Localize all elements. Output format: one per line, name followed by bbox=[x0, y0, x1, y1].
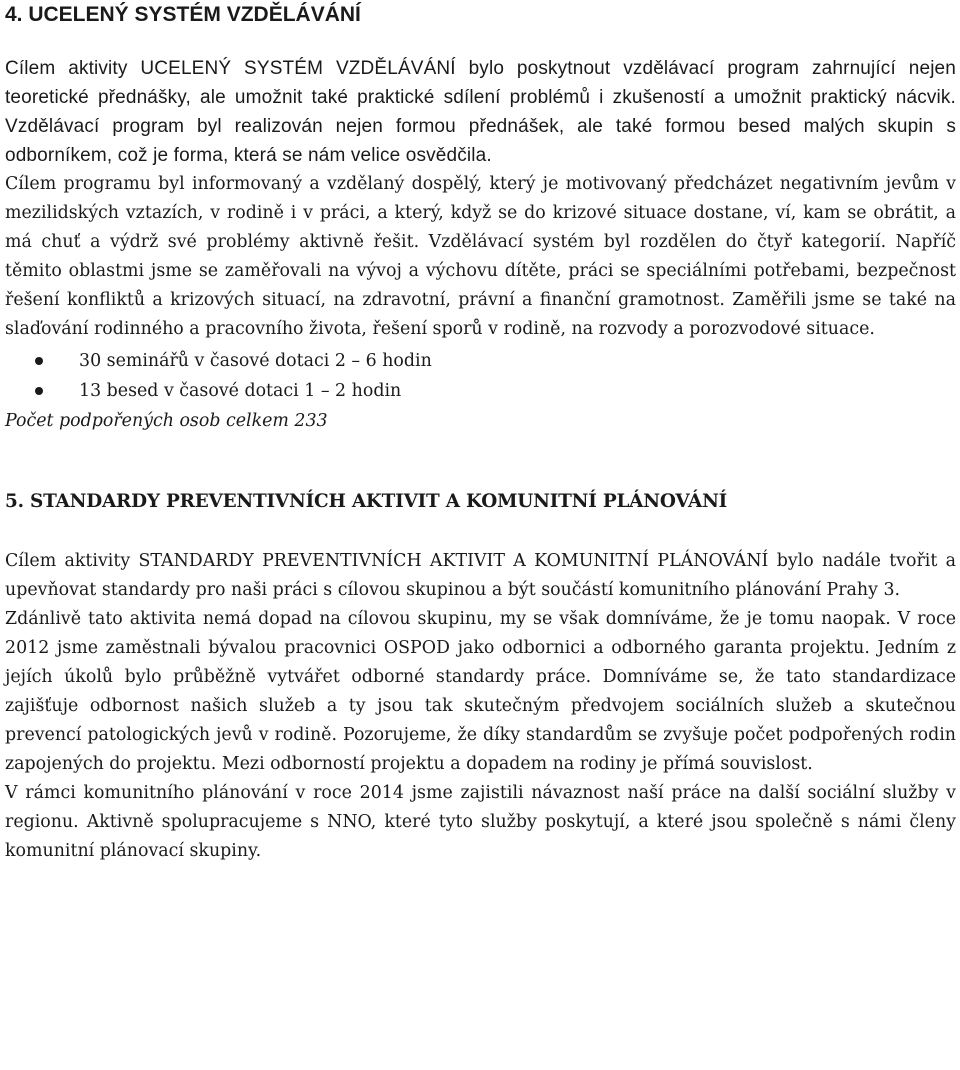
section-4-body-paragraph: Cílem programu byl informovaný a vzdělaný dospělý, který je motivovaný předcházet negativním jevům v mezilidských vztazích, v rodině i v práci, a který, když se do krizové situace dostane, ví, kam se obrátit, a má chuť a výdrž své problémy aktivně řešit. Vzdělávací systém byl rozdělen do čtyř kategorií. Napříč těmito oblastmi jsme se zaměřovali na vývoj a výchovu dítěte, práci se speciálními potřebami, bezpečnost řešení konfliktů a krizových situací, na zdravotní, právní a finanční gramotnost. Zaměřili jsme se také na slaďování rodinného a pracovního života, řešení sporů v rodině, na rozvody a porozvodové situace. bbox=[5, 174, 956, 339]
section-4-intro-paragraph: Cílem aktivity UCELENÝ SYSTÉM VZDĚLÁVÁNÍ bylo poskytnout vzdělávací program zahrnující nejen teoretické přednášky, ale umožnit také praktické sdílení problémů i zkušeností a umožnit praktický nácvik. Vzdělávací program byl realizován nejen formou přednášek, ale také formou besed malých skupin s odborníkem, což je forma, která se nám velice osvědčila. bbox=[5, 58, 956, 166]
section-5-paragraph: V rámci komunitního plánování v roce 2014 jsme zajistili návaznost naší práce na další sociální služby v regionu. Aktivně spolupracujeme s NNO, které tyto služby poskytují, a které jsou společně s námi členy komunitní plánovací skupiny. bbox=[5, 783, 956, 861]
section-5-paragraph: Zdánlivě tato aktivita nemá dopad na cílovou skupinu, my se však domníváme, že je tomu naopak. V roce 2012 jsme zaměstnali bývalou pracovnici OSPOD jako odbornici a odborného garanta projektu. Jedním z jejích úkolů bylo průběžně vytvářet odborné standardy práce. Domníváme se, že tato standardizace zajišťuje odbornost našich služeb a ty jsou tak skutečným předvojem sociálních služeb a skutečnou prevencí patologických jevů v rodině. Pozorujeme, že díky standardům se zvyšuje počet podpořených rodin zapojených do projektu. Mezi odborností projektu a dopadem na rodiny je přímá souvislost. bbox=[5, 609, 956, 774]
section-4-heading: 4. UCELENÝ SYSTÉM VZDĚLÁVÁNÍ bbox=[5, 3, 361, 26]
list-item-text: 13 besed v časové dotaci 1 – 2 hodin bbox=[79, 381, 402, 401]
bullet-icon bbox=[35, 387, 43, 395]
list-item bbox=[5, 346, 956, 376]
list-item-text: 30 seminářů v časové dotaci 2 – 6 hodin bbox=[79, 351, 432, 371]
bullet-icon bbox=[35, 357, 43, 365]
section-4-intro-block bbox=[5, 54, 956, 170]
section-4-bullet-list bbox=[5, 346, 956, 406]
section-5-heading: 5. STANDARDY PREVENTIVNÍCH AKTIVIT A KOMUNITNÍ PLÁNOVÁNÍ bbox=[5, 491, 728, 512]
list-item bbox=[5, 376, 956, 406]
supported-persons-line: Počet podpořených osob celkem 233 bbox=[5, 411, 328, 431]
section-4-body-block bbox=[5, 170, 956, 344]
document-page bbox=[0, 1, 960, 1070]
section-5-body-block bbox=[5, 547, 956, 866]
section-5-paragraph: Cílem aktivity STANDARDY PREVENTIVNÍCH AKTIVIT A KOMUNITNÍ PLÁNOVÁNÍ bylo nadále tvořit a upevňovat standardy pro naši práci s cílovou skupinou a být součástí komunitního plánování Prahy 3. bbox=[5, 551, 956, 600]
